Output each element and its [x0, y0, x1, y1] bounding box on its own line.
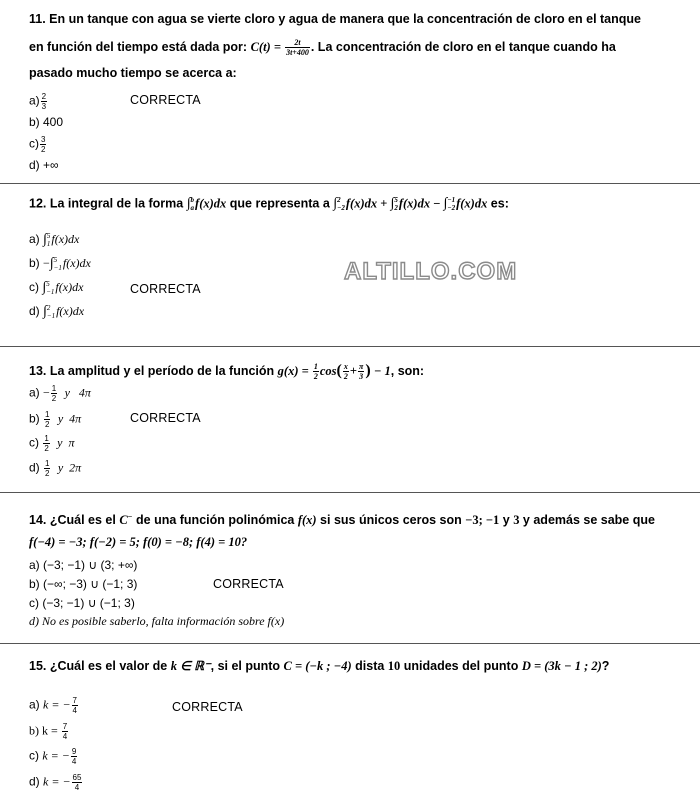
q11-stem-line1: 11. En un tanque con agua se vierte cloro y agua de manera que la concentración de cloro en el tanque: [29, 12, 641, 26]
q11-formula-fraction: $\frac{2t}{3t+400}$: [286, 38, 309, 57]
q12-stem: 12. La integral de la forma ∫ b a f(x)dx que representa a ∫ 2 −2 f(x)dx + ∫ 5 2 f(x)dx − ∫ −1 −2 f(x)dx es:: [29, 196, 509, 212]
q12-option-a[interactable]: a) ∫ 5 1 f(x)dx: [29, 232, 80, 248]
q11-option-d[interactable]: d) +∞: [29, 158, 59, 172]
q12-option-d[interactable]: d) ∫ 2 −1 f(x)dx: [29, 304, 85, 320]
q15-option-c[interactable]: c) k = − $\frac{9}{4}$: [29, 747, 77, 766]
q14-correct-label: CORRECTA: [213, 577, 284, 591]
q13-option-a[interactable]: a) − $\frac{1}{2}$ y 4π: [29, 384, 91, 403]
q14-option-b[interactable]: b) (−∞; −3) ∪ (−1; 3): [29, 577, 138, 591]
divider-2: [0, 346, 700, 347]
q13-option-d[interactable]: d) $\frac{1}{2}$ y 2π: [29, 459, 82, 478]
q14-option-a[interactable]: a) (−3; −1) ∪ (3; +∞): [29, 558, 138, 572]
q13-option-b[interactable]: b) $\frac{1}{2}$ y 4π: [29, 410, 82, 429]
watermark: ALTILLO.COM: [344, 258, 518, 285]
q11-option-c[interactable]: c) $\frac{3}{2}$: [29, 135, 46, 154]
q11-correct-label: CORRECTA: [130, 93, 201, 107]
q14-option-d[interactable]: d) No es posible saberlo, falta información sobre f(x): [29, 614, 285, 628]
q15-correct-label: CORRECTA: [172, 700, 243, 714]
q15-stem: 15. ¿Cuál es el valor de k ∈ ℝ⁻, si el punto C = (−k ; −4) dista 10 unidades del punto D = (3k − 1 ; 2)?: [29, 659, 610, 673]
q12-option-c[interactable]: c) ∫ 5 −1 f(x)dx: [29, 280, 84, 296]
divider-4: [0, 643, 700, 644]
q11-option-b[interactable]: b) 400: [29, 115, 64, 129]
q11-option-a[interactable]: a) $\frac{2}{3}$: [29, 92, 47, 111]
q15-option-a[interactable]: a) k = − $\frac{7}{4}$: [29, 696, 77, 715]
q12-option-b[interactable]: b) −∫ 5 −1 f(x)dx: [29, 256, 91, 272]
q13-option-c[interactable]: c) $\frac{1}{2}$ y π: [29, 434, 75, 453]
divider-1: [0, 183, 700, 184]
q11-stem-line3: pasado mucho tiempo se acerca a:: [29, 66, 237, 80]
q15-option-b[interactable]: b) k = $\frac{7}{4}$: [29, 722, 68, 741]
q11-stem-line2: en función del tiempo está dada por: C(t) = $\frac{2t}{3t+400}$ . La concentración de cloro en el tanque cuando ha: [29, 38, 616, 57]
q13-correct-label: CORRECTA: [130, 411, 201, 425]
divider-3: [0, 492, 700, 493]
q12-correct-label: CORRECTA: [130, 282, 201, 296]
q14-stem-line2: f(−4) = −3; f(−2) = 5; f(0) = −8; f(4) = 10?: [29, 535, 248, 549]
q14-option-c[interactable]: c) (−3; −1) ∪ (−1; 3): [29, 596, 135, 610]
q15-option-d[interactable]: d) k = − $\frac{65}{4}$: [29, 773, 82, 792]
q14-stem-line1: 14. ¿Cuál es el C− de una función polinómica f(x) si sus únicos ceros son −3; −1 y 3 y además se sabe que: [29, 512, 655, 528]
q13-stem: 13. La amplitud y el período de la función g(x) = $\frac{1}{2}$ cos( $\frac{x}{2}$ + $\frac{\pi}{3}$ ) − 1, son:: [29, 362, 425, 382]
